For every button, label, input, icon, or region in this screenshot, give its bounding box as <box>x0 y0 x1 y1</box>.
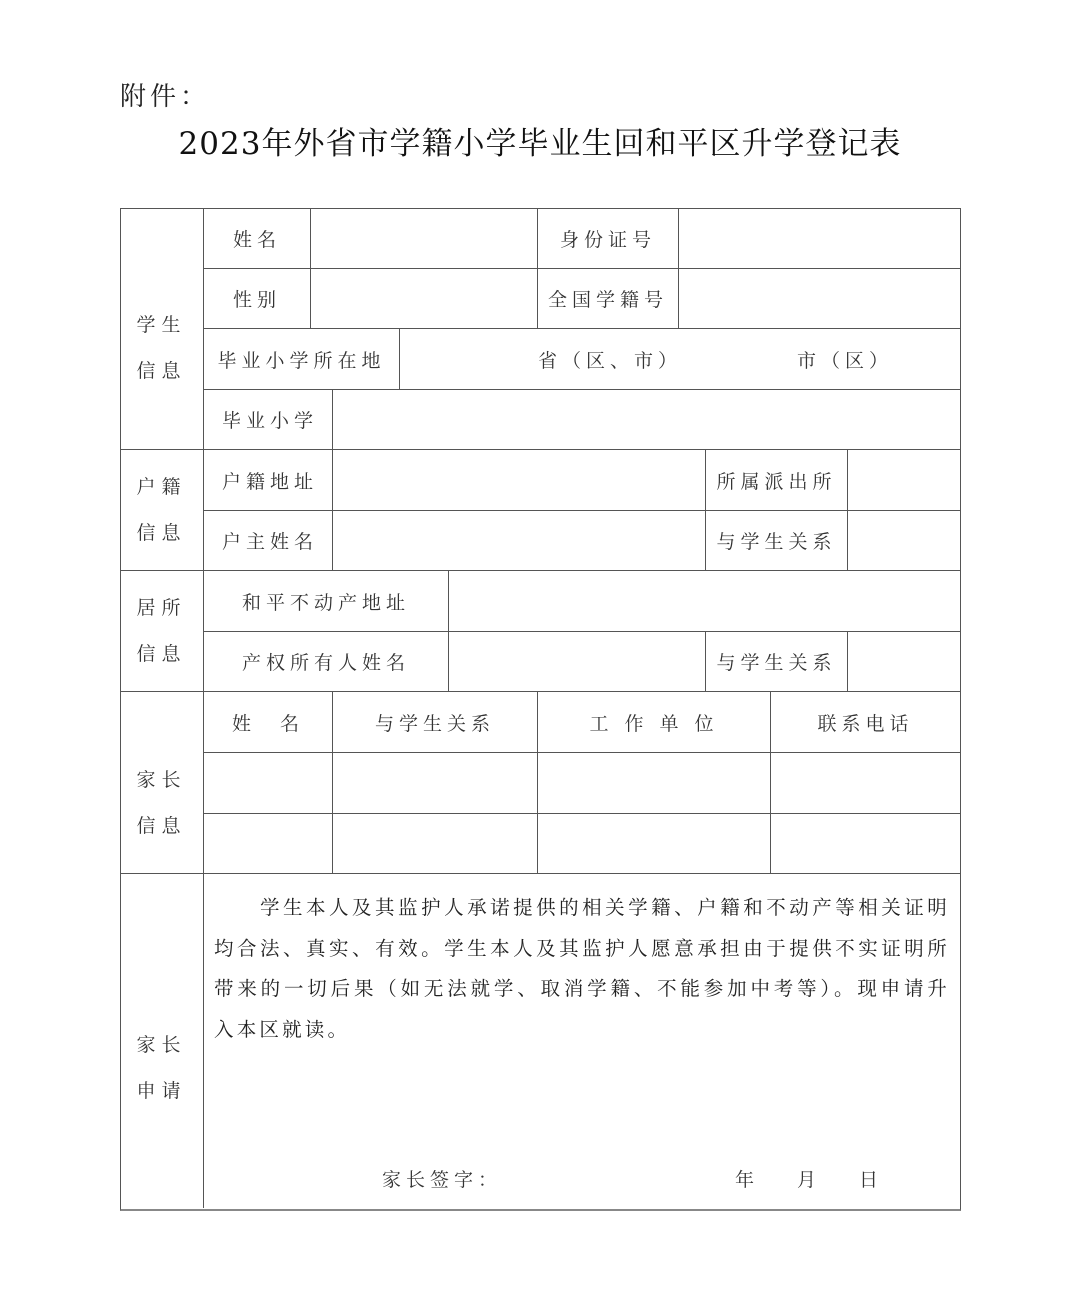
province-suffix: 省（区、市） <box>538 349 683 372</box>
owner-relation-field[interactable] <box>848 632 960 691</box>
divider <box>120 873 960 874</box>
form-title: 2023年外省市学籍小学毕业生回和平区升学登记表 <box>178 126 902 162</box>
parent2-relation-field[interactable] <box>333 814 537 873</box>
section-label-line: 信息 <box>136 521 187 544</box>
school-location-label: 毕业小学所在地 <box>217 349 386 372</box>
national-student-id-field[interactable] <box>679 269 960 328</box>
city-suffix: 市（区） <box>796 349 893 372</box>
name-label: 姓名 <box>232 228 281 251</box>
section-parent-info <box>120 743 203 863</box>
section-label-line: 信息 <box>136 815 187 837</box>
parent-col-name: 姓 名 <box>231 712 304 735</box>
parent-col-phone: 联系电话 <box>817 712 914 735</box>
section-household-info <box>120 449 203 570</box>
parent-signature-label: 家长签字： <box>382 1168 503 1191</box>
parent1-relation-field[interactable] <box>333 753 537 813</box>
registration-form <box>120 208 960 1209</box>
date-day-label: 日 <box>858 1168 883 1191</box>
school-field[interactable] <box>333 390 960 449</box>
section-label-line: 家长 <box>136 1034 187 1056</box>
school-label: 毕业小学 <box>222 410 319 432</box>
parent2-name-field[interactable] <box>204 814 332 873</box>
id-number-label: 身份证号 <box>559 228 656 251</box>
owner-name-field[interactable] <box>449 632 705 691</box>
parent-col-relation: 与学生关系 <box>374 712 495 735</box>
section-label-line: 户籍 <box>136 475 187 498</box>
parent-signature-field[interactable] <box>510 1158 730 1198</box>
householder-relation-label: 与学生关系 <box>716 531 837 553</box>
parent1-name-field[interactable] <box>204 753 332 813</box>
householder-relation-field[interactable] <box>848 511 960 570</box>
parent2-phone-field[interactable] <box>771 814 960 873</box>
national-student-id-label: 全国学籍号 <box>547 289 668 311</box>
householder-name-label: 户主姓名 <box>222 531 319 553</box>
application-statement: 学生本人及其监护人承诺提供的相关学籍、户籍和不动产等相关证明均合法、真实、有效。学生本人及其监护人愿意承担由于提供不实证明所带来的一切后果（如无法就学、取消学籍、不能参加中考等）。现申请升入本区就读。 <box>214 896 950 1041</box>
section-label-line: 学生 <box>136 314 187 336</box>
parent1-phone-field[interactable] <box>771 753 960 813</box>
owner-name-label: 产权所有人姓名 <box>241 652 410 674</box>
parent-col-employer: 工 作 单 位 <box>589 712 719 735</box>
section-label-line: 居所 <box>136 596 187 619</box>
section-label-line: 信息 <box>136 642 187 665</box>
section-label-line: 家长 <box>136 769 187 791</box>
name-field[interactable] <box>311 208 537 268</box>
parent2-employer-field[interactable] <box>538 814 770 873</box>
householder-name-field[interactable] <box>333 511 705 570</box>
household-address-field[interactable] <box>333 450 705 510</box>
gender-label: 性别 <box>232 289 281 311</box>
section-student-info <box>120 288 203 408</box>
date-month-label: 月 <box>796 1168 821 1191</box>
gender-field[interactable] <box>311 269 537 328</box>
section-residence-info <box>120 570 203 691</box>
section-label-line: 信息 <box>136 360 187 382</box>
section-parent-application <box>120 1008 203 1128</box>
property-address-field[interactable] <box>449 571 960 631</box>
section-label-line: 申请 <box>136 1080 187 1102</box>
household-address-label: 户籍地址 <box>222 470 319 493</box>
owner-relation-label: 与学生关系 <box>716 652 837 674</box>
date-year-label: 年 <box>734 1168 759 1191</box>
police-station-field[interactable] <box>848 450 960 510</box>
attachment-label: 附件： <box>120 82 211 112</box>
parent1-employer-field[interactable] <box>538 753 770 813</box>
police-station-label: 所属派出所 <box>716 470 837 493</box>
property-address-label: 和平不动产地址 <box>241 591 410 614</box>
id-number-field[interactable] <box>679 208 960 268</box>
